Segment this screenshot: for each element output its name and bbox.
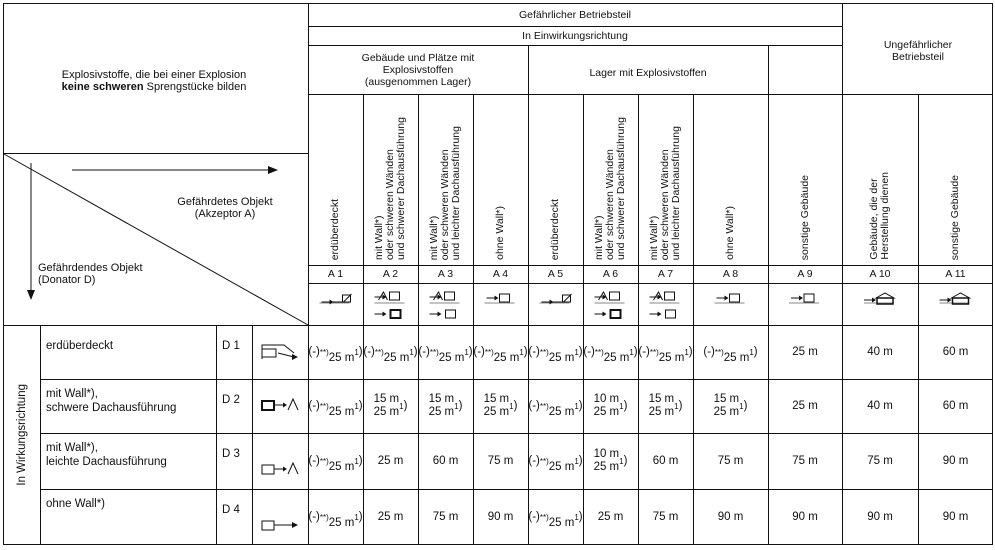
table-cell: 40 m [867,399,893,412]
column-symbol-icon [583,286,638,324]
table-cell: 75 m [867,454,893,467]
header-buildings: Gebäude und Plätze mit Explosivstoffen (ausgenommen Lager) [361,52,475,88]
column-symbol-icon [308,286,363,324]
table-cell: 15 m 25 m 1 ) [713,393,748,418]
header-direction: In Einwirkungsrichtung [522,30,628,42]
explosives-rest: Sprengstücke bilden [143,81,247,93]
table-cell: 15 m 25 m 1 ) [648,393,683,418]
donor-arrow-icon [27,163,35,300]
table-cell: 60 m [942,345,969,358]
column-symbol-icon [918,286,993,324]
table-cell: 25 m [792,345,818,358]
row-code: D 4 [222,504,240,516]
column-code-1: A 1 [327,268,344,280]
table-cell: (-) **) 25 m 1 ) [528,454,583,473]
column-symbol-icon [842,286,918,324]
header-storage: Lager mit Explosivstoffen [589,67,707,79]
donor-symbol-icon [254,457,308,481]
column-code-6: A 6 [602,268,619,280]
column-label-6: mit Wall*) oder schweren Wänden und schwerer Dachausführung [593,116,627,260]
table-cell: 25 m [377,510,404,523]
table-cell: 90 m [487,510,514,523]
row-label: ohne Wall*) [46,498,106,510]
column-code-2: A 2 [382,268,399,280]
row-label: mit Wall*), schwere Dachausführung [46,388,177,414]
side-label: In Wirkungsrichtung [15,384,28,486]
table-cell: 25 m [792,399,818,412]
column-label-4: ohne Wall*) [494,206,506,260]
table-cell: 90 m [792,510,818,523]
header-non-dangerous: Ungefährlicher Betriebsteil [883,39,953,63]
column-code-8: A 8 [722,268,739,280]
table-cell: 90 m [717,510,744,523]
explosives-bold: keine schweren [61,81,144,93]
table-cell: 10 m 25 m 1 ) [593,393,628,418]
column-code-9: A 9 [797,268,813,280]
column-label-7: mit Wall*) oder schweren Wänden und leichter Dachausführung [648,125,682,260]
table-cell: 60 m [432,454,459,467]
acceptor-arrow-icon [72,166,278,174]
table-cell: 15 m 25 m 1 ) [483,393,518,418]
table-cell: (-) **) 25 m 1 ) [308,399,363,418]
table-cell: (-) **) 25 m 1 ) [583,345,638,364]
donor-symbol-icon [254,339,308,363]
donor-symbol-icon [254,513,308,537]
column-label-5: erdüberdeckt [549,198,561,260]
table-cell: 90 m [867,510,893,523]
donor-label: Gefährdendes Objekt (Donator D) [38,262,143,286]
table-cell: 90 m [942,510,969,523]
column-symbol-icon [768,286,842,324]
column-label-1: erdüberdeckt [329,198,341,260]
table-cell: 75 m [487,454,514,467]
table-cell: 40 m [867,345,893,358]
donor-symbol-icon [254,393,308,417]
table-cell: 75 m [432,510,459,523]
column-symbol-icon [638,286,693,324]
explosives-line1: Explosivstoffe, die bei einer Explosion [61,69,247,81]
column-code-4: A 4 [492,268,509,280]
row-code: D 2 [222,394,240,406]
table-cell: (-) **) 25 m 1 ) [363,345,418,364]
table-cell: 15 m 25 m 1 ) [373,393,408,418]
column-code-10: A 10 [869,268,891,280]
column-symbol-icon [693,286,768,324]
table-cell: 60 m [652,454,679,467]
column-label-10: Gebäude, die der Herstellung dienen [868,172,891,260]
column-symbol-icon [473,286,528,324]
acceptor-label: Gefährdetes Objekt (Akzeptor A) [177,196,273,220]
table-cell: 60 m [942,399,969,412]
table-cell: (-) **) 25 m 1 ) [703,345,758,364]
column-label-11: sonstige Gebäude [949,174,961,260]
column-label-2: mit Wall*) oder schweren Wänden und schwerer Dachausführung [373,116,407,260]
table-cell: (-) **) 25 m 1 ) [473,345,528,364]
table-cell: 10 m 25 m 1 ) [593,448,628,473]
table-cell: 75 m [717,454,744,467]
row-label: erdüberdeckt [46,340,114,352]
table-cell: (-) **) 25 m 1 ) [638,345,693,364]
table-cell: 75 m [792,454,818,467]
column-label-3: mit Wall*) oder schweren Wänden und leichter Dachausführung [428,125,462,260]
table-cell: 15 m 25 m 1 ) [428,393,463,418]
table-cell: 75 m [652,510,679,523]
column-code-5: A 5 [547,268,564,280]
table-cell: (-) **) 25 m 1 ) [308,510,363,529]
column-code-7: A 7 [657,268,674,280]
column-label-8: ohne Wall*) [724,206,736,260]
header-dangerous-part: Gefährlicher Betriebsteil [518,9,632,21]
table-cell: (-) **) 25 m 1 ) [528,345,583,364]
column-symbol-icon [363,286,418,324]
table-cell: (-) **) 25 m 1 ) [418,345,473,364]
table-cell: 25 m [377,454,404,467]
row-code: D 1 [222,340,240,352]
column-label-9: sonstige Gebäude [798,174,811,260]
column-symbol-icon [418,286,473,324]
explosives-description [4,69,304,93]
table-cell: (-) **) 25 m 1 ) [308,454,363,473]
column-symbol-icon [528,286,583,324]
table-cell: (-) **) 25 m 1 ) [528,399,583,418]
table-cell: 25 m [597,510,624,523]
table-cell: (-) **) 25 m 1 ) [308,345,363,364]
row-code: D 3 [222,448,240,460]
column-code-11: A 11 [945,268,966,280]
row-label: mit Wall*), leichte Dachausführung [46,442,167,468]
table-cell: 90 m [942,454,969,467]
table-cell: (-) **) 25 m 1 ) [528,510,583,529]
column-code-3: A 3 [437,268,454,280]
